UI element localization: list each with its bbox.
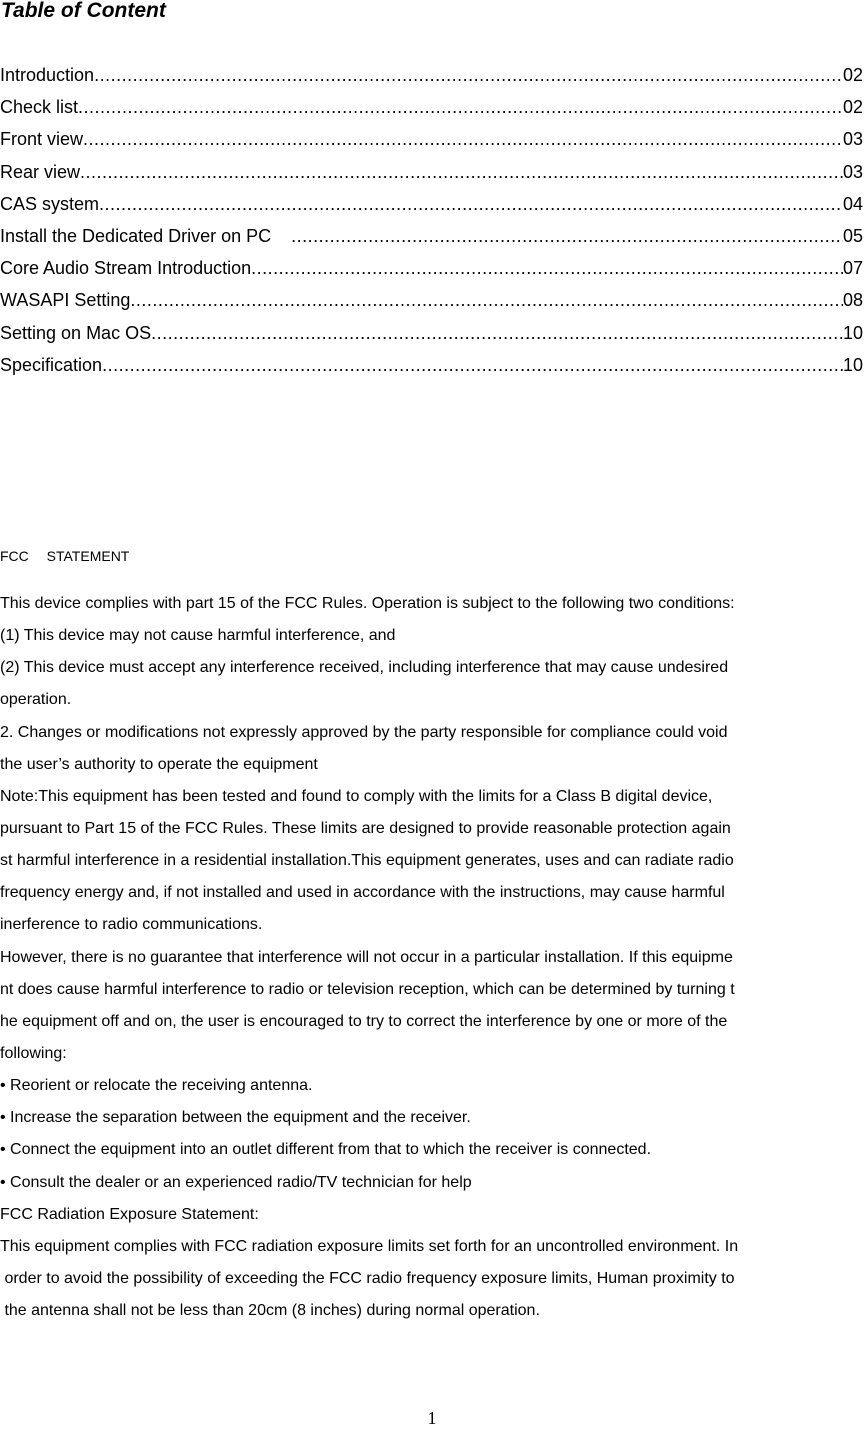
toc-leader-dots [151, 319, 843, 347]
page-number: 1 [427, 1408, 437, 1428]
toc-entry-page: 08 [842, 290, 863, 311]
fcc-line: nt does cause harmful interference to radio or television reception, which can be determined by turning t [0, 980, 735, 998]
toc-leader-dots [251, 254, 843, 282]
radiation-exposure-heading: FCC Radiation Exposure Statement: [0, 1205, 259, 1223]
toc-entry-page: 04 [842, 193, 863, 214]
toc-leader-dots [130, 286, 843, 314]
toc-entry-label: Install the Dedicated Driver on PC [0, 225, 292, 246]
toc-leader-dots [83, 125, 843, 153]
fcc-line: However, there is no guarantee that interference will not occur in a particular installation. If this equipme [0, 948, 733, 966]
toc-entry-page: 02 [842, 65, 863, 85]
toc-entry [0, 319, 864, 351]
bullet-item: • Consult the dealer or an experienced radio/TV technician for help [0, 1173, 472, 1191]
fcc-line: the user’s authority to operate the equipment [0, 755, 318, 773]
toc-entry-page: 07 [842, 258, 863, 279]
toc-entry [0, 125, 864, 157]
fcc-line: st harmful interference in a residential installation.This equipment generates, uses and can radiate radio [0, 852, 734, 870]
fcc-line: (1) This device may not cause harmful interference, and [0, 627, 396, 645]
toc-entry-page: 02 [842, 97, 863, 118]
fcc-line: inerference to radio communications. [0, 916, 263, 934]
toc-entry-page: 10 [842, 322, 863, 343]
bullet-item: • Connect the equipment into an outlet different from that to which the receiver is connected. [0, 1141, 652, 1159]
fcc-line: frequency energy and, if not installed and used in accordance with the instructions, may cause harmful [0, 884, 725, 902]
bullet-item: • Reorient or relocate the receiving antenna. [0, 1077, 313, 1095]
toc-entry-label: Front view [0, 129, 84, 150]
fcc-line: order to avoid the possibility of exceeding the FCC radio frequency exposure limits, Human proximity to [0, 1269, 735, 1287]
toc-entry-page: 10 [842, 354, 863, 375]
toc-leader-dots [99, 190, 843, 218]
table-of-contents [0, 61, 864, 383]
toc-entry [0, 190, 864, 222]
toc-leader-dots [291, 222, 843, 250]
toc-entry-label: WASAPI Setting [0, 290, 131, 311]
toc-entry-label: Check list [0, 97, 79, 118]
fcc-line: the antenna shall not be less than 20cm (8 inches) during normal operation. [0, 1302, 540, 1320]
fcc-line: This equipment complies with FCC radiation exposure limits set forth for an uncontrolled environment. In [0, 1237, 739, 1255]
toc-leader-dots [94, 61, 843, 89]
toc-entry-page: 05 [842, 225, 863, 246]
fcc-line: he equipment off and on, the user is encouraged to try to correct the interference by one or more of the [0, 1012, 728, 1030]
toc-entry-label: Setting on Mac OS [0, 322, 152, 343]
fcc-statement-heading: FCC STATEMENT [0, 548, 130, 564]
toc-entry-page: 03 [842, 129, 863, 150]
toc-entry-label: Introduction [0, 65, 95, 85]
bullet-item: • Increase the separation between the equipment and the receiver. [0, 1109, 471, 1127]
toc-entry-label: Specification [0, 354, 103, 375]
toc-entry [0, 254, 864, 286]
toc-leader-dots [78, 93, 843, 121]
toc-entry-page: 03 [842, 161, 863, 182]
fcc-line: following: [0, 1044, 67, 1062]
page-title: Table of Content [1, 0, 166, 22]
toc-entry [0, 158, 864, 190]
fcc-line: (2) This device must accept any interference received, including interference that may cause undesired [0, 659, 729, 677]
toc-entry-label: CAS system [0, 193, 100, 214]
toc-entry [0, 61, 864, 93]
toc-entry [0, 286, 864, 318]
toc-entry [0, 93, 864, 125]
fcc-line: operation. [0, 691, 72, 709]
fcc-line: pursuant to Part 15 of the FCC Rules. These limits are designed to provide reasonable protection again [0, 819, 731, 837]
toc-entry [0, 222, 864, 254]
toc-entry-label: Rear view [0, 161, 81, 182]
fcc-line: This device complies with part 15 of the FCC Rules. Operation is subject to the following two conditions: [0, 595, 735, 612]
fcc-line: Note:This equipment has been tested and found to comply with the limits for a Class B digital device, [0, 787, 713, 805]
toc-leader-dots [102, 351, 843, 379]
fcc-statement-body [0, 590, 864, 1329]
fcc-line: 2. Changes or modifications not expressly approved by the party responsible for compliance could void [0, 723, 728, 741]
toc-leader-dots [80, 158, 843, 186]
toc-entry-label: Core Audio Stream Introduction [0, 258, 252, 279]
toc-entry [0, 351, 864, 383]
